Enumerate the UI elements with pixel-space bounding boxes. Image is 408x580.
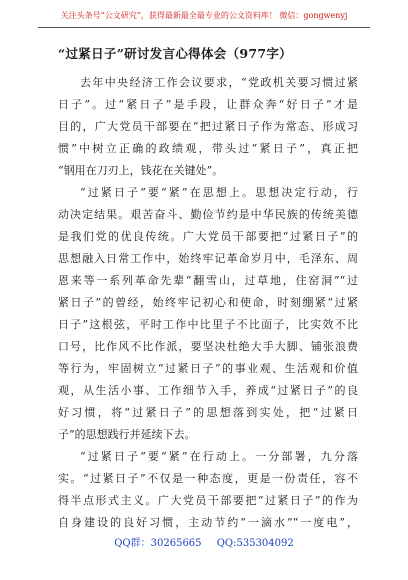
text-line: 等行为，牢固树立“过紧日子”的事业观、生活观和价值 [58,362,358,375]
paragraph [58,446,358,534]
text-line: 日子”这根弦，平时工作中比里子不比面子，比实效不比 [58,318,358,331]
text-line: 思想融入日常工作中，始终牢记革命岁月中，毛泽东、周 [58,252,358,265]
text-line: 去年中央经济工作会议要求，“党政机关要习惯过紧 [80,76,358,89]
footer [0,534,408,549]
text-line: 是我们党的优良传统。广大党员干部要把“过紧日子”的 [58,230,358,243]
footer-qq-group: QQ群：30265665 [114,538,202,549]
text-line: 观，从生活小事、工作细节入手，养成“过紧日子”的良 [58,384,358,397]
text-line: “过紧日子”要“紧”在思想上。思想决定行动，行 [80,186,358,199]
header-divider [38,27,370,28]
text-line: 目的，广大党员干部要在“把过紧日子作为常态、形成习 [58,120,358,133]
text-line: 得半点形式主义。广大党员干部要把“过紧日子”的作为 [58,494,358,507]
text-line: “过紧日子”要“紧”在行动上。一分部署，九分落 [80,450,358,463]
text-line: 日子”。过“紧日子”是手段，让群众奔“好日子”才是 [58,98,358,111]
text-line: 惯”中树立正确的政绩观，带头过“紧日子”，真正把 [58,142,358,155]
document-body [58,72,358,534]
text-line: 口号，比作风不比作派，要坚决杜绝大手大脚、铺张浪费 [58,340,358,353]
footer-qq: QQ:535304092 [216,538,294,549]
paragraph [58,182,358,446]
text-line: 紧日子”的曾经，始终牢记初心和使命，时刻绷紧“过紧 [58,296,358,309]
text-line: “钢用在刀刃上，钱花在关键处”。 [58,164,224,177]
text-line: 恩来等一系列革命先辈“翻雪山，过草地，住窑洞”“过 [58,274,358,287]
text-line: 实。“过紧日子”不仅是一种态度，更是一份责任，容不 [58,472,358,485]
header-banner: 关注头条号“公文研究”，获得最新最全最专业的公文资料库！ 微信：gongwenyj [60,11,348,20]
text-line: 好习惯，将“过紧日子”的思想落到实处，把“过紧日 [58,406,358,419]
page-title: “过紧日子”研讨发言心得体会（977字） [58,46,292,61]
text-line: 动决定结果。艰苦奋斗、勤俭节约是中华民族的传统美德 [58,208,358,221]
paragraph [58,72,358,182]
text-line: 子”的思想践行并延续下去。 [58,428,196,441]
text-line: 自身建设的良好习惯，主动节约“一滴水”“一度电”， [58,516,358,529]
